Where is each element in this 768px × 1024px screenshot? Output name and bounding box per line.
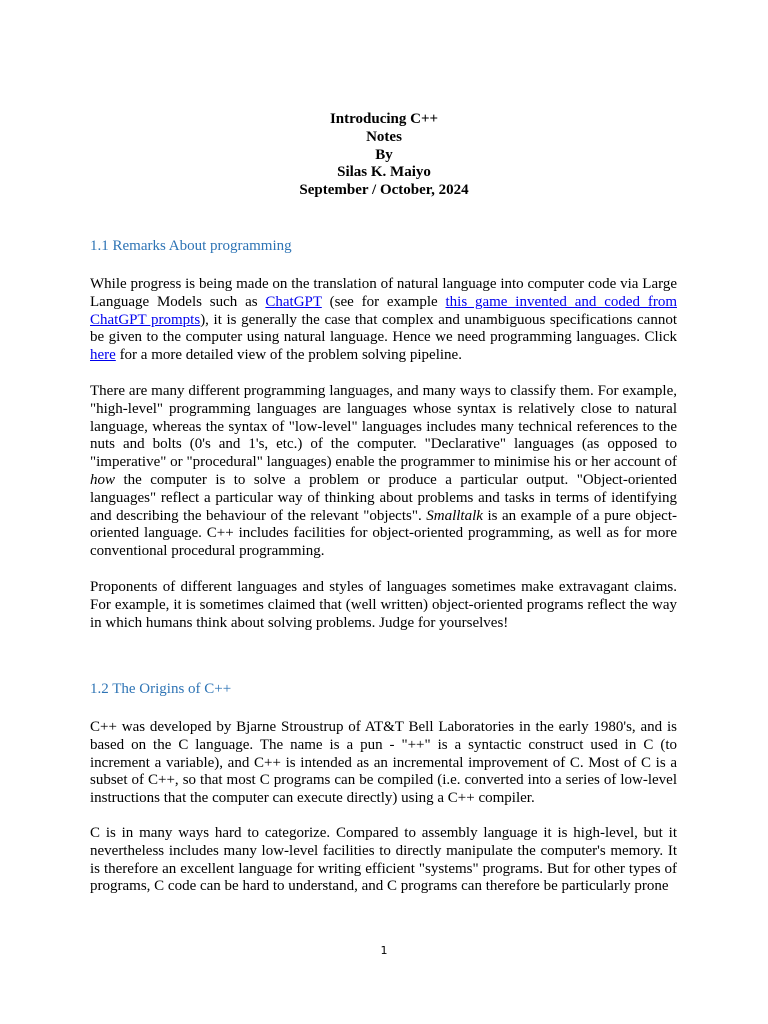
emphasis-text: Smalltalk	[426, 507, 483, 524]
author: Silas K. Maiyo	[337, 164, 431, 181]
title: Introducing C++	[329, 111, 439, 127]
subtitle: Notes	[366, 128, 402, 145]
text-run: Proponents of different languages and styles of languages sometimes make extravagant claims. For example, it is sometimes claimed that (well written) object-oriented programs reflect the way in which humans think about solving problems. Judge for yourselves!	[90, 579, 677, 631]
text-run: the computer is to solve a problem or produce a particular output. "Object-oriented languages" reflect a particular way of thinking about problems and tasks in terms of identifying and describing the behaviour of the relevant "objects".	[90, 471, 677, 524]
text-run: C++ was developed by Bjarne Stroustrup of AT&T Bell Laboratories in the early 1980's, and is based on the C language. The name is a pun - "++" is a syntactic construct used in C (to increment a variable), and C++ is intended as an incremental improvement of C. Most of C is a subset of C++, so that most C programs can be compiled (i.e. converted into a series of low-level instructions that the computer can execute directly) using a C++ compiler.	[90, 719, 677, 807]
text-run: is an example of a pure object-oriented language. C++ includes facilities for object-oriented programming, as well as for more conventional procedural programming.	[90, 507, 678, 560]
document-title-block	[0, 111, 768, 200]
text-run: ), it is generally the case that complex and unambiguous specifications cannot be given to the computer using natural language. Hence we need programming languages. Click	[90, 311, 677, 346]
date: September / October, 2024	[299, 182, 469, 199]
paragraph	[90, 383, 677, 561]
section-heading: 1.1 Remarks About programming	[90, 238, 292, 254]
hyperlink[interactable]: this game invented and coded from ChatGPT prompts	[90, 293, 677, 328]
hyperlink[interactable]: ChatGPT	[265, 293, 322, 310]
paragraph	[90, 579, 677, 632]
hyperlink[interactable]: here	[90, 347, 116, 364]
paragraph	[90, 719, 677, 808]
text-run: C is in many ways hard to categorize. Compared to assembly language it is high-level, but it nevertheless includes many low-level facilities to directly manipulate the computer's memory. It is therefore an excellent language for writing efficient "systems" programs. But for other types of programs, C code can be hard to understand, and C programs can therefore be particularly prone	[90, 825, 677, 895]
paragraph	[90, 825, 677, 896]
paragraph	[90, 276, 677, 365]
emphasis-text: how	[90, 471, 116, 488]
by-line: By	[375, 146, 393, 163]
text-run: While progress is being made on the translation of natural language into computer code via Large Language Models such as	[90, 276, 677, 310]
text-run: (see for example	[321, 293, 446, 310]
text-run: There are many different programming languages, and many ways to classify them. For example, "high-level" programming languages are languages whose syntax is relatively close to natural language, whereas the syntax of "low-level" languages includes many technical references to the nuts and bolts (0's and 1's, etc.) of the computer. "Declarative" languages (as opposed to "imperative" or "procedural" languages) enable the programmer to minimise his or her account of	[90, 383, 677, 471]
section-heading: 1.2 The Origins of C++	[90, 681, 232, 697]
page-number: 1	[380, 944, 388, 957]
text-run: for a more detailed view of the problem solving pipeline.	[115, 347, 462, 364]
